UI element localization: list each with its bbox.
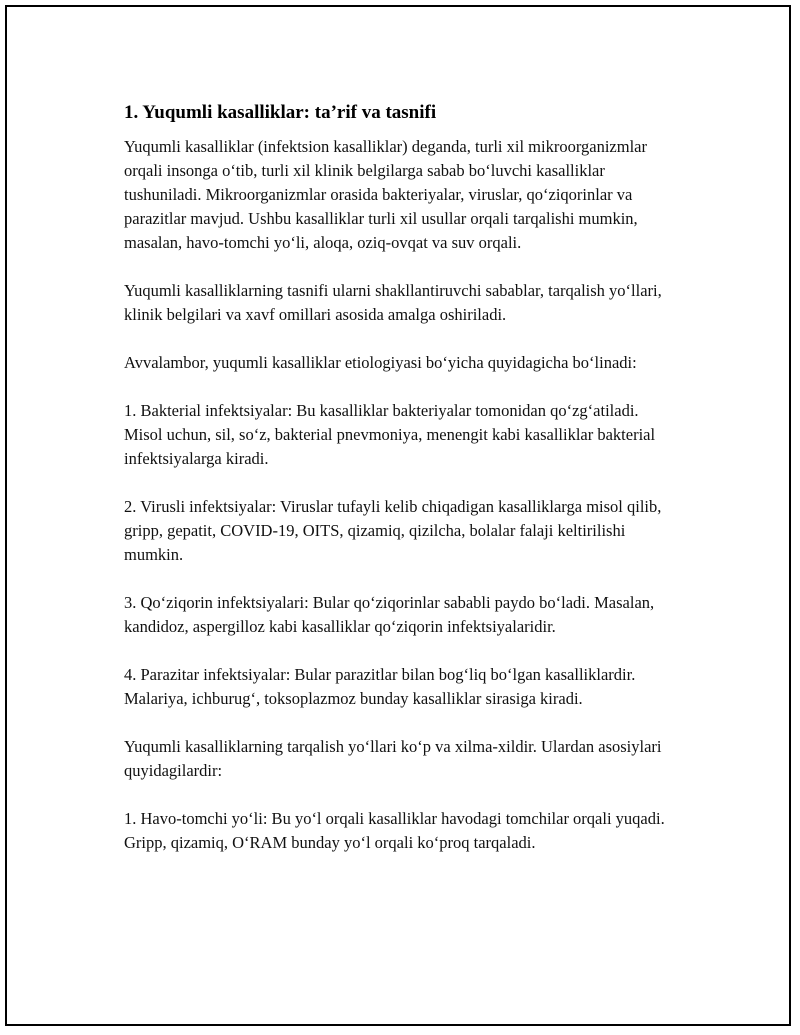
paragraph-etiology-intro: Avvalambor, yuqumli kasalliklar etiologiyasi bo‘yicha quyidagicha bo‘linadi: [124, 353, 637, 372]
paragraph-bacterial: 1. Bakterial infektsiyalar: Bu kasalliklar bakteriyalar tomonidan qo‘zg‘atiladi. Misol uchun, sil, so‘z, bakterial pnevmoniya, menengit kabi kasalliklar bakterial infektsiyalarga kiradi. [124, 401, 656, 468]
document-body [124, 101, 679, 879]
paragraph-transmission-intro: Yuqumli kasalliklarning tarqalish yo‘llari ko‘p va xilma-xildir. Ulardan asosiylari quyidagilardir: [124, 737, 662, 780]
paragraph-fungal: 3. Qo‘ziqorin infektsiyalari: Bular qo‘ziqorinlar sababli paydo bo‘ladi. Masalan, kandidoz, aspergilloz kabi kasalliklar qo‘ziqorin infektsiyalaridir. [124, 593, 655, 636]
paragraph-classification: Yuqumli kasalliklarning tasnifi ularni shakllantiruvchi sabablar, tarqalish yo‘llari, klinik belgilari va xavf omillari asosida amalga oshiriladi. [124, 281, 662, 324]
paragraph-airborne: 1. Havo-tomchi yo‘li: Bu yo‘l orqali kasalliklar havodagi tomchilar orqali yuqadi. Gripp, qizamiq, O‘RAM bunday yo‘l orqali ko‘proq tarqaladi. [124, 809, 665, 852]
page-frame [5, 5, 791, 1026]
paragraph-definition: Yuqumli kasalliklar (infektsion kasalliklar) deganda, turli xil mikroorganizmlar orqali insonga o‘tib, turli xil klinik belgilarga sabab bo‘luvchi kasalliklar tushuniladi. Mikroorganizmlar orasida bakteriyalar, viruslar, qo‘ziqorinlar va parazitlar mavjud. Ushbu kasalliklar turli xil usullar orqali tarqalishi mumkin, masalan, havo-tomchi yo‘li, aloqa, oziq-ovqat va suv orqali. [124, 137, 647, 252]
paragraph-parasitic: 4. Parazitar infektsiyalar: Bular parazitlar bilan bog‘liq bo‘lgan kasalliklardir. Malariya, ichburug‘, toksoplazmoz bunday kasalliklar sirasiga kiradi. [124, 665, 636, 708]
paragraph-viral: 2. Virusli infektsiyalar: Viruslar tufayli kelib chiqadigan kasalliklarga misol qilib, gripp, gepatit, COVID-19, OITS, qizamiq, qizilcha, bolalar falaji keltirilishi mumkin. [124, 497, 662, 564]
section-heading: 1. Yuqumli kasalliklar: ta’rif va tasnifi [124, 102, 437, 123]
